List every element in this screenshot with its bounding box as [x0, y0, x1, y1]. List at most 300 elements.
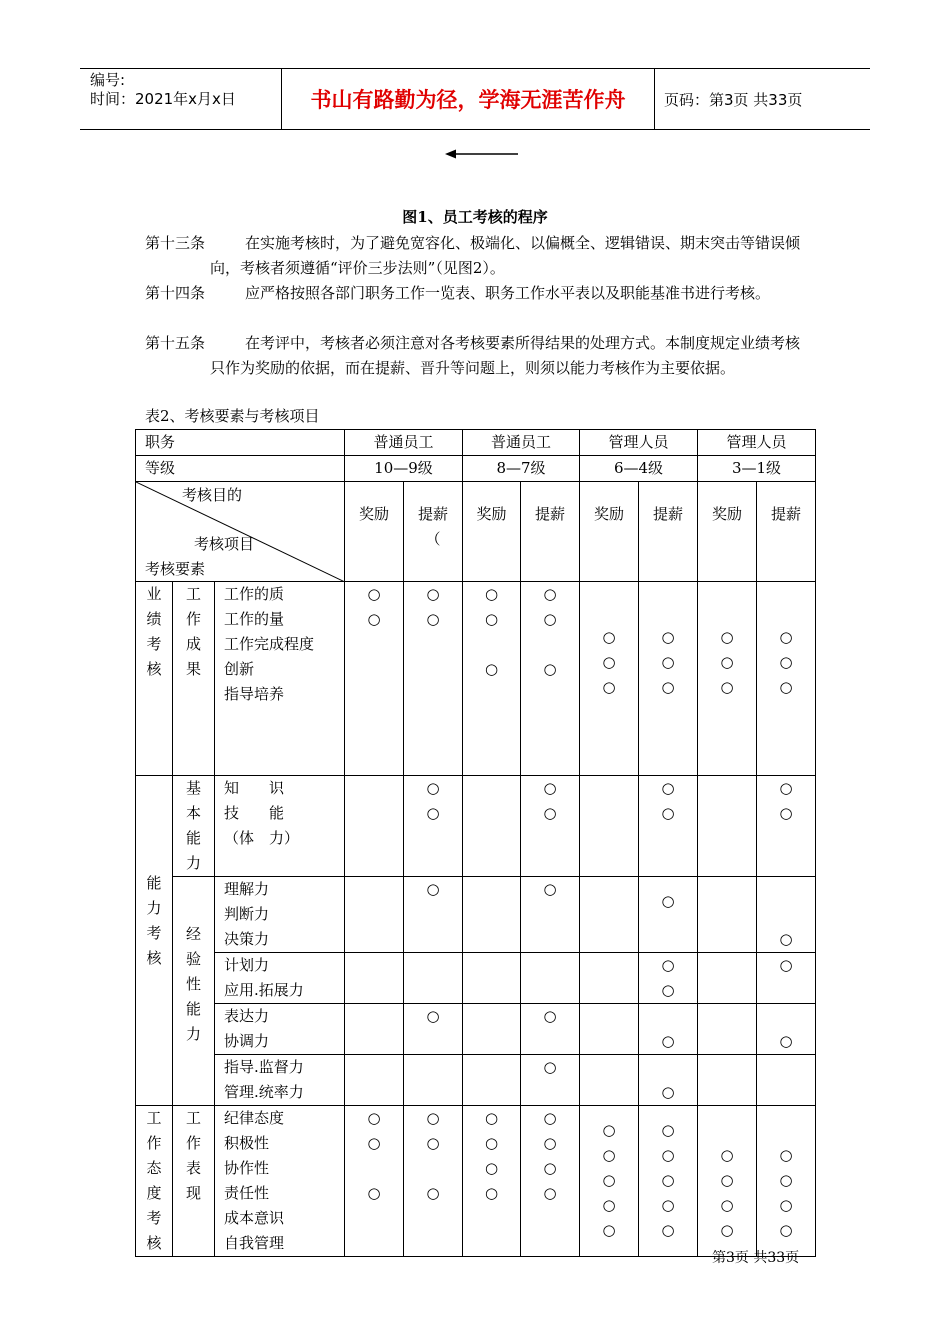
empty-line	[580, 927, 638, 952]
empty-line	[639, 826, 697, 851]
circle-mark: ○	[779, 1032, 793, 1050]
empty-line	[639, 851, 697, 876]
purpose-cell: 奖励	[345, 482, 404, 582]
empty-line	[580, 801, 638, 826]
assessment-item: 判断力	[224, 905, 270, 923]
empty-line	[698, 1055, 756, 1080]
vertical-char: 力	[185, 1025, 201, 1043]
empty-line	[580, 1004, 638, 1029]
grade-cell: 8—7级	[463, 456, 580, 482]
mark-cell	[639, 582, 698, 776]
empty-line	[521, 1231, 579, 1256]
assessment-item: 决策力	[224, 930, 270, 948]
empty-line	[698, 700, 756, 725]
item-list	[215, 1055, 345, 1106]
circle-mark: ○	[779, 779, 793, 797]
vertical-char: 核	[146, 660, 162, 678]
vertical-char: 能	[185, 829, 201, 847]
vertical-char: 经	[185, 925, 201, 943]
circle-mark: ○	[543, 610, 557, 628]
mark-cell	[698, 1055, 757, 1106]
empty-line	[345, 1055, 403, 1080]
empty-line	[757, 826, 815, 851]
mark-cell	[580, 1106, 639, 1257]
empty-line	[698, 978, 756, 1003]
circle-mark: ○	[602, 1221, 616, 1239]
circle-mark: ○	[661, 981, 675, 999]
mark-cell	[639, 1106, 698, 1257]
empty-line	[463, 707, 520, 732]
empty-line	[580, 1080, 638, 1105]
empty-line	[463, 1055, 520, 1080]
empty-line	[463, 877, 520, 902]
empty-line	[521, 707, 579, 732]
mark-cell	[580, 582, 639, 776]
empty-line	[463, 978, 520, 1003]
empty-line	[757, 1004, 815, 1029]
empty-line	[345, 877, 403, 902]
vertical-char: 核	[146, 949, 162, 967]
empty-line	[463, 826, 520, 851]
empty-line	[580, 725, 638, 750]
empty-line	[580, 1029, 638, 1054]
circle-mark: ○	[779, 653, 793, 671]
vertical-char: 现	[185, 1184, 201, 1202]
items	[224, 1055, 344, 1105]
circle-mark: ○	[720, 653, 734, 671]
mark-cell	[757, 776, 816, 877]
vertical-char: 力	[146, 899, 162, 917]
empty-line	[521, 826, 579, 851]
empty-line	[463, 851, 520, 876]
circle-mark: ○	[779, 804, 793, 822]
empty-line	[698, 600, 756, 625]
empty-line	[639, 700, 697, 725]
grade-row	[136, 456, 816, 482]
empty-line	[345, 826, 403, 851]
empty-line	[580, 1055, 638, 1080]
vertical-label	[173, 582, 214, 682]
diag-elements: 考核要素	[145, 560, 206, 578]
empty-line	[463, 902, 520, 927]
empty-line	[345, 632, 403, 657]
circle-mark: ○	[484, 1109, 499, 1127]
circle-mark: ○	[543, 585, 557, 603]
assessment-item: 协调力	[224, 1032, 270, 1050]
empty-line	[404, 1080, 462, 1105]
vertical-char: 核	[146, 1234, 162, 1252]
circle-mark: ○	[367, 1184, 381, 1202]
vertical-char: 考	[146, 635, 162, 653]
mark-cell	[757, 1106, 816, 1257]
circle-mark: ○	[661, 779, 675, 797]
mark-cell	[521, 1004, 580, 1055]
article-label: 第十五条	[145, 334, 206, 352]
circle-mark: ○	[661, 628, 675, 646]
assessment-item: 表达力	[224, 1007, 270, 1025]
mark-cell	[521, 1055, 580, 1106]
assessment-item: 指导.监督力	[224, 1058, 304, 1076]
mark-cell	[404, 877, 463, 953]
vertical-char: 果	[185, 660, 201, 678]
vertical-char: 业	[146, 585, 162, 603]
empty-line	[698, 1080, 756, 1105]
table-caption: 表2、考核要素与考核项目	[145, 407, 320, 425]
assessment-item: 管理.统率力	[224, 1083, 304, 1101]
mark-cell	[463, 1004, 521, 1055]
circle-mark: ○	[661, 1083, 675, 1101]
circle-mark: ○	[426, 1109, 440, 1127]
group-work-results	[173, 582, 215, 776]
item-list	[215, 582, 345, 776]
empty-line	[757, 978, 815, 1003]
circle-mark: ○	[484, 1184, 499, 1202]
assessment-item: 责任性	[224, 1184, 270, 1202]
page-footer: 第3页 共33页	[712, 1250, 800, 1266]
mark-cell	[757, 1055, 816, 1106]
assessment-item: 工作的量	[224, 610, 285, 628]
empty-line	[345, 776, 403, 801]
vertical-char: 工	[185, 1109, 201, 1127]
vertical-char: 作	[185, 1134, 201, 1152]
assessment-item: 应用.拓展力	[224, 981, 304, 999]
position-row	[136, 430, 816, 456]
article-15	[145, 331, 810, 381]
vertical-char: 作	[146, 1134, 162, 1152]
empty-line	[521, 1080, 579, 1105]
empty-line	[521, 682, 579, 707]
empty-line	[698, 851, 756, 876]
circle-mark: ○	[661, 956, 675, 974]
group-ability	[136, 776, 173, 1106]
empty-line	[580, 826, 638, 851]
empty-line	[521, 978, 579, 1003]
empty-line	[698, 826, 756, 851]
group-work-behavior	[173, 1106, 215, 1257]
purpose-row	[136, 482, 816, 582]
circle-mark: ○	[543, 1007, 557, 1025]
position-cell: 普通员工	[463, 430, 580, 456]
empty-line	[580, 851, 638, 876]
empty-line	[521, 927, 579, 952]
circle-mark: ○	[484, 585, 499, 603]
performance-row	[136, 582, 816, 776]
empty-line	[757, 600, 815, 625]
circle-mark: ○	[779, 930, 793, 948]
mark-cell	[463, 582, 521, 776]
circle-mark: ○	[661, 892, 675, 910]
mark-cell	[698, 1106, 757, 1257]
left-arrow-icon	[445, 146, 519, 162]
mark-cell	[580, 1055, 639, 1106]
vertical-char: 成	[185, 635, 201, 653]
empty-line	[463, 1231, 520, 1256]
empty-line	[757, 750, 815, 775]
experience-row-1	[136, 877, 816, 953]
empty-line	[698, 801, 756, 826]
mark-cell	[757, 582, 816, 776]
circle-mark: ○	[661, 1121, 675, 1139]
empty-line	[580, 902, 638, 927]
circle-mark: ○	[779, 1196, 793, 1214]
circle-mark: ○	[543, 779, 557, 797]
items	[224, 877, 344, 952]
empty-line	[521, 1029, 579, 1054]
circle-mark: ○	[367, 1109, 381, 1127]
article-13	[145, 231, 810, 281]
empty-line	[463, 732, 520, 757]
empty-line	[345, 1231, 403, 1256]
figure-title: 图1、员工考核的程序	[402, 208, 548, 226]
mark-cell	[580, 1004, 639, 1055]
vertical-char: 工	[146, 1109, 162, 1127]
circle-mark: ○	[602, 1171, 616, 1189]
empty-line	[521, 851, 579, 876]
empty-line	[698, 1029, 756, 1054]
circle-mark: ○	[367, 585, 381, 603]
vertical-label	[173, 1106, 214, 1206]
mark-cell	[463, 953, 521, 1004]
empty-line	[463, 927, 520, 952]
mark-cell	[580, 877, 639, 953]
mark-cell	[345, 877, 404, 953]
empty-line	[521, 953, 579, 978]
mark-cell	[698, 776, 757, 877]
empty-line	[345, 1080, 403, 1105]
purpose-cell: 奖励	[698, 482, 757, 582]
mark-cell	[404, 1004, 463, 1055]
empty-line	[757, 1055, 815, 1080]
mark-cell	[580, 776, 639, 877]
article-14	[145, 281, 810, 306]
header-meta	[80, 69, 282, 129]
circle-mark: ○	[779, 956, 793, 974]
empty-line	[521, 1206, 579, 1231]
mark-cell	[404, 1055, 463, 1106]
assessment-item: 计划力	[224, 956, 270, 974]
assessment-table	[135, 429, 816, 1257]
circle-mark: ○	[720, 1146, 734, 1164]
circle-mark: ○	[543, 880, 557, 898]
empty-line	[639, 914, 697, 939]
vertical-label	[136, 582, 172, 682]
assessment-item: 工作完成程度	[224, 635, 315, 653]
empty-line	[698, 725, 756, 750]
empty-line	[698, 902, 756, 927]
group-basic-ability	[173, 776, 215, 877]
purpose-cell: 奖励	[580, 482, 639, 582]
empty-line	[345, 657, 403, 682]
vertical-char: 态	[146, 1159, 162, 1177]
empty-line	[698, 877, 756, 902]
mark-cell	[404, 953, 463, 1004]
empty-line	[404, 1029, 462, 1054]
empty-line	[404, 707, 462, 732]
item-list	[215, 1106, 345, 1257]
items	[224, 1004, 344, 1054]
grade-cell: 10—9级	[345, 456, 463, 482]
circle-mark: ○	[661, 1221, 675, 1239]
empty-line	[580, 953, 638, 978]
circle-mark: ○	[720, 628, 734, 646]
vertical-char: 工	[185, 585, 201, 603]
empty-line	[404, 1231, 462, 1256]
circle-mark: ○	[367, 1134, 381, 1152]
circle-mark: ○	[602, 628, 616, 646]
circle-mark: ○	[543, 804, 557, 822]
empty-line	[345, 851, 403, 876]
mark-cell	[639, 1004, 698, 1055]
circle-mark: ○	[661, 804, 675, 822]
empty-line	[521, 902, 579, 927]
empty-line	[463, 1206, 520, 1231]
circle-mark: ○	[426, 585, 440, 603]
header-motto: 书山有路勤为径，学海无涯苦作舟	[282, 69, 655, 129]
empty-line	[698, 750, 756, 775]
mark-cell	[404, 776, 463, 877]
circle-mark: ○	[543, 1058, 557, 1076]
article-text: 应严格按照各部门职务工作一览表、职务工作水平表以及职能基准书进行考核。	[245, 284, 771, 302]
grade-label: 等级	[136, 456, 345, 482]
empty-line	[580, 750, 638, 775]
mark-cell	[345, 1055, 404, 1106]
position-label: 职务	[136, 430, 345, 456]
vertical-char: 能	[185, 1000, 201, 1018]
empty-line	[463, 953, 520, 978]
number-label: 编号:	[90, 71, 126, 89]
empty-line	[757, 700, 815, 725]
assessment-item: （体 力）	[224, 829, 300, 847]
page-header	[80, 68, 870, 130]
mark-cell	[639, 877, 698, 953]
empty-line	[698, 1004, 756, 1029]
empty-line	[404, 682, 462, 707]
circle-mark: ○	[720, 1196, 734, 1214]
empty-line	[521, 732, 579, 757]
item-list	[215, 877, 345, 953]
circle-mark: ○	[779, 1171, 793, 1189]
empty-line	[757, 1080, 815, 1105]
assessment-item: 积极性	[224, 1134, 270, 1152]
assessment-item: 纪律态度	[224, 1109, 285, 1127]
circle-mark: ○	[543, 1134, 557, 1152]
experience-row-2	[136, 953, 816, 1004]
circle-mark: ○	[426, 779, 440, 797]
empty-line	[345, 927, 403, 952]
assessment-item: 协作性	[224, 1159, 270, 1177]
empty-line	[639, 1004, 697, 1029]
diagonal-header-cell	[136, 482, 345, 582]
mark-cell	[639, 1055, 698, 1106]
circle-mark: ○	[426, 804, 440, 822]
empty-line	[404, 1156, 462, 1181]
position-cell: 管理人员	[580, 430, 698, 456]
empty-line	[463, 632, 520, 657]
circle-mark: ○	[602, 1146, 616, 1164]
empty-line	[404, 1055, 462, 1080]
empty-line	[698, 1118, 756, 1143]
mark-cell	[698, 582, 757, 776]
empty-line	[404, 1206, 462, 1231]
circle-mark: ○	[602, 1121, 616, 1139]
vertical-char: 验	[185, 950, 201, 968]
empty-line	[345, 1156, 403, 1181]
assessment-item: 成本意识	[224, 1209, 285, 1227]
circle-mark: ○	[602, 1196, 616, 1214]
mark-cell	[521, 582, 580, 776]
item-list	[215, 1004, 345, 1055]
circle-mark: ○	[779, 1221, 793, 1239]
mark-cell	[521, 877, 580, 953]
items	[224, 582, 344, 707]
empty-line	[580, 600, 638, 625]
circle-mark: ○	[484, 1159, 499, 1177]
paren-mark: （	[425, 530, 441, 548]
vertical-label	[173, 776, 214, 876]
mark-cell	[757, 877, 816, 953]
circle-mark: ○	[543, 1184, 557, 1202]
mark-cell	[345, 953, 404, 1004]
empty-line	[345, 1206, 403, 1231]
circle-mark: ○	[426, 1134, 440, 1152]
items	[224, 1106, 344, 1256]
empty-line	[463, 682, 520, 707]
empty-line	[345, 902, 403, 927]
empty-line	[345, 682, 403, 707]
empty-line	[404, 927, 462, 952]
circle-mark: ○	[602, 653, 616, 671]
article-label: 第十三条	[145, 234, 206, 252]
experience-row-3	[136, 1004, 816, 1055]
vertical-char: 本	[185, 804, 201, 822]
empty-line	[404, 632, 462, 657]
circle-mark: ○	[543, 1159, 557, 1177]
empty-line	[757, 902, 815, 927]
empty-line	[463, 1029, 520, 1054]
assessment-item: 工作的质	[224, 585, 285, 603]
vertical-char: 考	[146, 1209, 162, 1227]
circle-mark: ○	[426, 1184, 440, 1202]
mark-cell	[345, 1004, 404, 1055]
mark-cell	[463, 776, 521, 877]
mark-cell	[521, 1106, 580, 1257]
circle-mark: ○	[779, 1146, 793, 1164]
item-list	[215, 776, 345, 877]
mark-cell	[698, 1004, 757, 1055]
diag-purpose: 考核目的	[182, 486, 243, 504]
vertical-char: 能	[146, 874, 162, 892]
empty-line	[404, 953, 462, 978]
vertical-char: 力	[185, 854, 201, 872]
empty-line	[345, 978, 403, 1003]
empty-line	[404, 826, 462, 851]
mark-cell	[698, 953, 757, 1004]
items	[224, 776, 344, 851]
vertical-char: 绩	[146, 610, 162, 628]
circle-mark: ○	[661, 1171, 675, 1189]
circle-mark: ○	[661, 653, 675, 671]
circle-mark: ○	[779, 678, 793, 696]
mark-cell	[345, 582, 404, 776]
circle-mark: ○	[484, 1134, 499, 1152]
circle-mark: ○	[602, 678, 616, 696]
circle-mark: ○	[543, 660, 557, 678]
circle-mark: ○	[661, 678, 675, 696]
mark-cell	[404, 582, 463, 776]
empty-line	[345, 953, 403, 978]
purpose-cell: 奖励	[463, 482, 521, 582]
vertical-label	[173, 922, 214, 1047]
